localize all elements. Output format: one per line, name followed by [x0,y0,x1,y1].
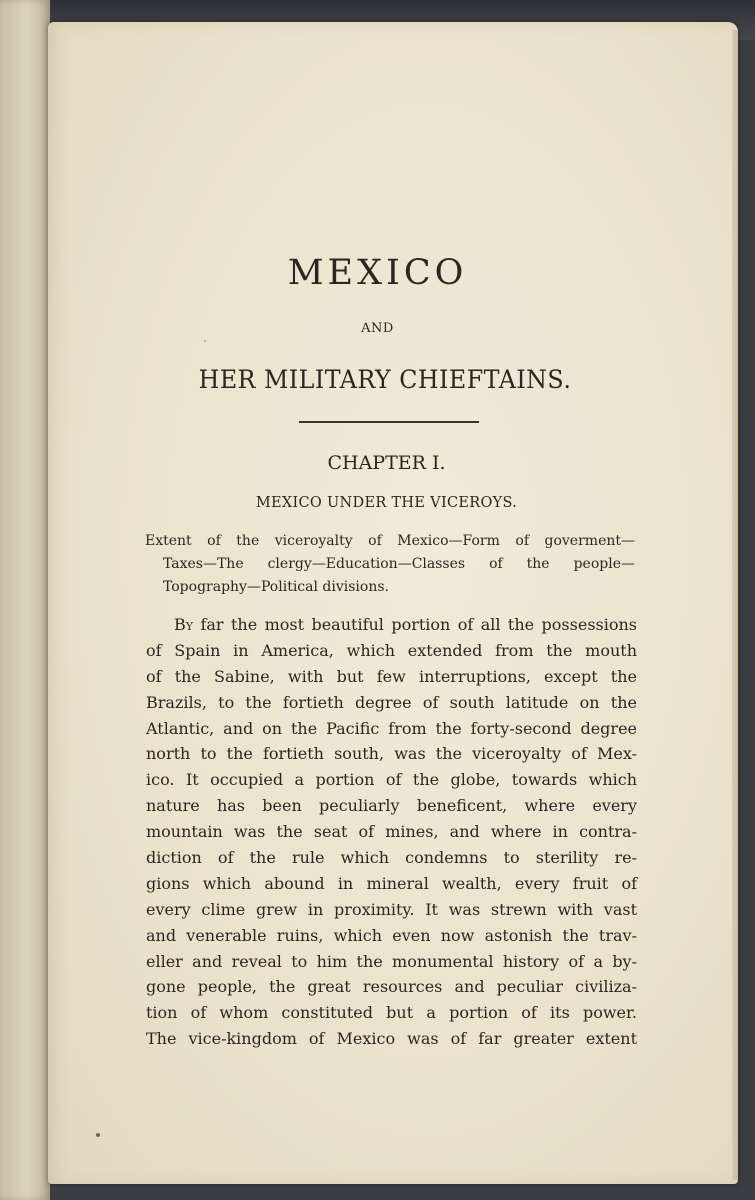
body-line: diction of the rule which condemns to sterility re- [146,848,637,868]
chapter-synopsis [145,530,635,599]
body-line: The vice-kingdom of Mexico was of far greater extent [146,1029,637,1049]
chapter-title: MEXICO UNDER THE VICEROYS. [255,495,518,511]
body-line: every clime grew in proximity. It was strewn with vast [146,899,637,919]
synopsis-line: Taxes—The clergy—Education—Classes of the people— [163,556,635,572]
body-line: mountain was the seat of mines, and where in contra- [146,822,637,842]
page-speck [204,340,206,342]
title-divider [299,421,479,423]
body-line: north to the fortieth south, was the viceroyalty of Mex- [146,744,637,764]
book-subtitle: HER MILITARY CHIEFTAINS. [198,365,572,394]
body-line: gions which abound in mineral wealth, every fruit of [146,873,637,893]
synopsis-line: Extent of the viceroyalty of Mexico—Form of goverment— [145,533,635,549]
body-line: ico. It occupied a portion of the globe, towards which [146,770,637,790]
body-line: of the Sabine, with but few interruptions, except the [146,666,637,686]
body-paragraph [146,612,637,1052]
drop-word: By [174,615,194,634]
body-line: gone people, the great resources and peculiar civiliza- [146,977,637,997]
body-line: Atlantic, and on the Pacific from the forty-second degree [146,718,637,738]
left-page-edge [0,0,50,1200]
body-line-text: far the most beautiful portion of all the possessions [193,615,637,634]
book-title: MEXICO [287,253,468,293]
synopsis-line: Topography—Political divisions. [163,579,389,595]
body-line: and venerable ruins, which even now astonish the trav- [146,925,637,945]
page-speck [96,1133,100,1137]
body-line [146,612,637,638]
body-line: tion of whom constituted but a portion of its power. [146,1003,637,1023]
body-line: of Spain in America, which extended from the mouth [146,640,637,660]
title-conjunction: AND [361,321,394,336]
body-line: nature has been peculiarly beneficent, where every [146,796,637,816]
body-line: Brazils, to the fortieth degree of south latitude on the [146,692,637,712]
chapter-heading: CHAPTER I. [327,452,446,474]
body-line: eller and reveal to him the monumental history of a by- [146,951,637,971]
page-edge-right [732,30,738,1180]
